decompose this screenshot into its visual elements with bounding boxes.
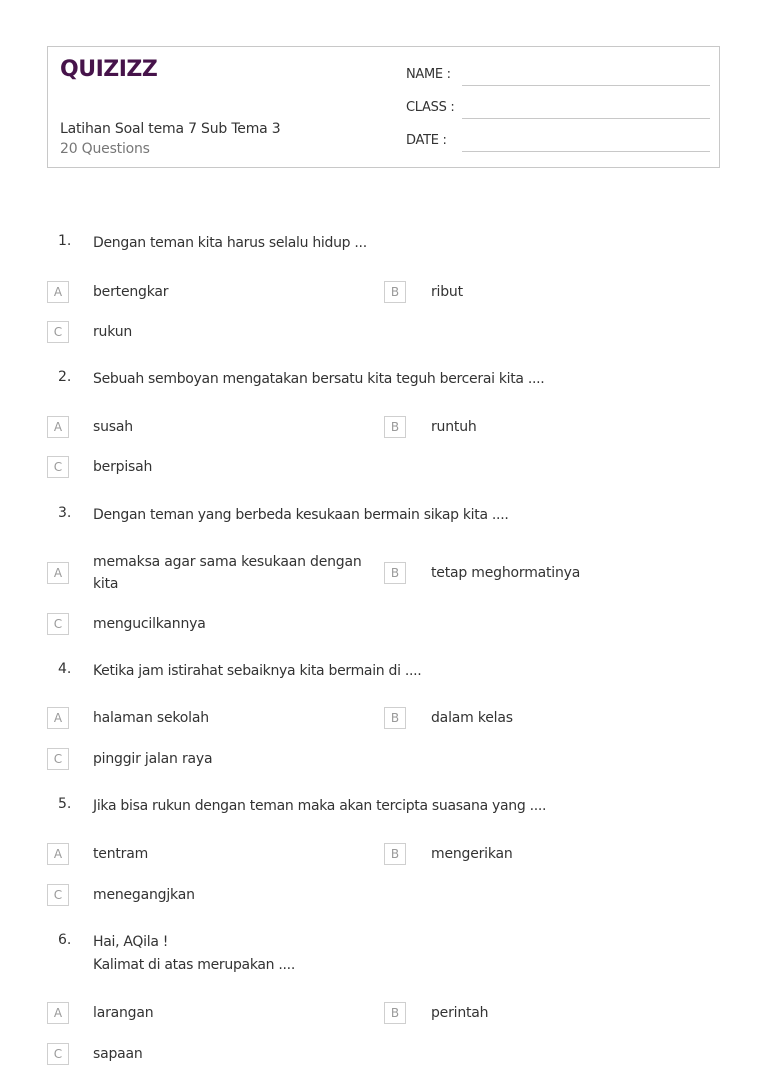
option-letter-box: A — [47, 281, 69, 303]
question-text: Dengan teman kita harus selalu hidup ... — [93, 235, 367, 251]
name-label: NAME : — [406, 67, 451, 82]
quizizz-logo: QUIZIZZ — [60, 57, 158, 82]
class-field — [406, 100, 710, 120]
option-text: perintah — [431, 1005, 489, 1021]
question-number: 2. — [58, 369, 72, 385]
question-text: Sebuah semboyan mengatakan bersatu kita teguh bercerai kita .... — [93, 371, 545, 387]
option-text: tentram — [93, 846, 149, 862]
class-line — [462, 118, 710, 119]
option-letter-box: B — [384, 416, 406, 438]
option-letter-box: B — [384, 843, 406, 865]
option-text: mengerikan — [431, 846, 513, 862]
option-letter-box: A — [47, 416, 69, 438]
question-number: 4. — [58, 661, 72, 677]
option-text: runtuh — [431, 419, 477, 435]
name-line — [462, 85, 710, 86]
option-text: berpisah — [93, 459, 153, 475]
date-line — [462, 151, 710, 152]
question-text: Dengan teman yang berbeda kesukaan bermain sikap kita .... — [93, 507, 509, 523]
option-letter-box: A — [47, 1002, 69, 1024]
option-text: ribut — [431, 284, 463, 300]
option-letter-box: A — [47, 562, 69, 584]
date-label: DATE : — [406, 133, 447, 148]
option-text-line1: memaksa agar sama kesukaan dengan — [93, 554, 362, 570]
option-text: susah — [93, 419, 133, 435]
option-letter-box: C — [47, 456, 69, 478]
option-letter-box: C — [47, 321, 69, 343]
option-text: dalam kelas — [431, 710, 513, 726]
option-text: mengucilkannya — [93, 616, 206, 632]
option-letter-box: B — [384, 281, 406, 303]
question-text: Ketika jam istirahat sebaiknya kita bermain di .... — [93, 663, 422, 679]
option-letter-box: A — [47, 707, 69, 729]
option-letter-box: B — [384, 1002, 406, 1024]
option-text: tetap meghormatinya — [431, 565, 581, 581]
option-letter-box: C — [47, 1043, 69, 1065]
date-field — [406, 133, 710, 153]
option-letter-box: B — [384, 707, 406, 729]
option-text: rukun — [93, 324, 133, 340]
question-number: 3. — [58, 505, 72, 521]
option-text: larangan — [93, 1005, 154, 1021]
question-text: Jika bisa rukun dengan teman maka akan tercipta suasana yang .... — [93, 798, 547, 814]
option-letter-box: A — [47, 843, 69, 865]
option-text: bertengkar — [93, 284, 169, 300]
option-text: halaman sekolah — [93, 710, 209, 726]
question-number: 5. — [58, 796, 72, 812]
option-text: pinggir jalan raya — [93, 751, 213, 767]
worksheet-header — [47, 46, 720, 168]
question-number: 1. — [58, 233, 72, 249]
question-text-line1: Hai, AQila ! — [93, 934, 169, 950]
question-count: 20 Questions — [60, 141, 150, 157]
class-label: CLASS : — [406, 100, 455, 115]
option-letter-box: C — [47, 613, 69, 635]
option-text: sapaan — [93, 1046, 143, 1062]
name-field — [406, 67, 710, 87]
question-text-line2: Kalimat di atas merupakan .... — [93, 957, 295, 973]
option-letter-box: C — [47, 884, 69, 906]
option-letter-box: C — [47, 748, 69, 770]
option-text: menegangjkan — [93, 887, 195, 903]
option-text-line2: kita — [93, 576, 119, 592]
worksheet-title: Latihan Soal tema 7 Sub Tema 3 — [60, 121, 281, 137]
question-number: 6. — [58, 932, 72, 948]
option-letter-box: B — [384, 562, 406, 584]
